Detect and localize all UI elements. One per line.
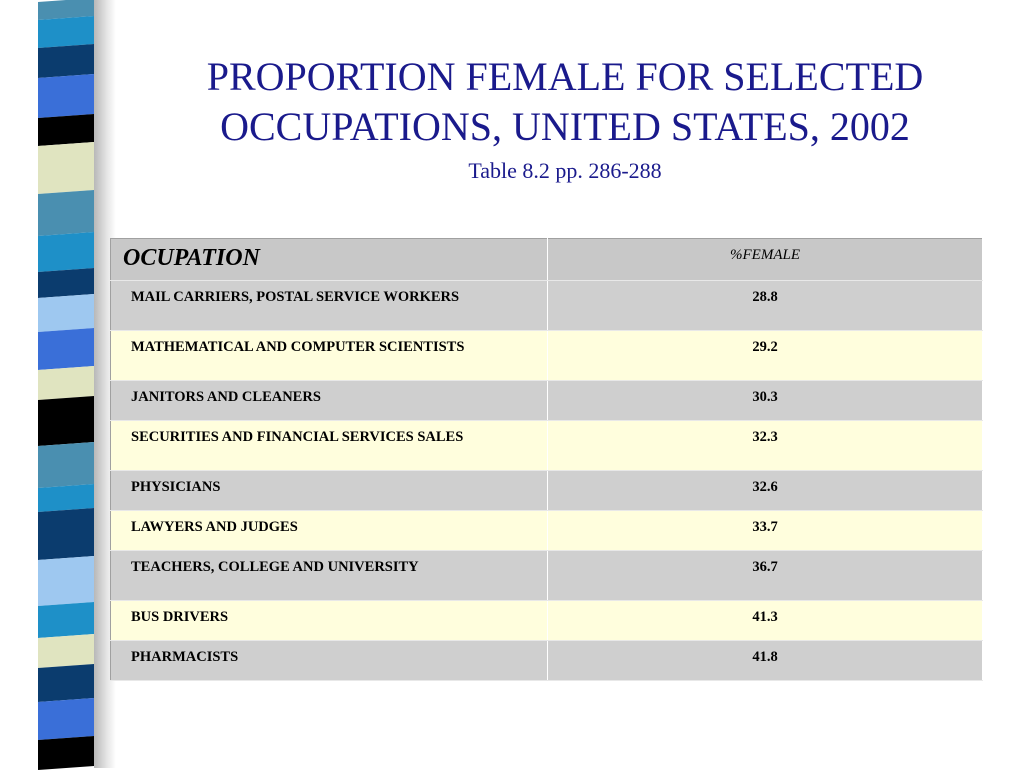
occupation-cell: SECURITIES AND FINANCIAL SERVICES SALES (111, 421, 548, 471)
header-occupation: OCUPATION (111, 239, 548, 281)
table-row (111, 641, 983, 681)
stripe-segment (38, 232, 94, 272)
stripe-segment (38, 508, 94, 560)
table-row (111, 421, 983, 471)
stripe-segment (38, 328, 94, 370)
percent-cell: 29.2 (548, 331, 983, 381)
occupation-table (110, 238, 983, 681)
occupation-cell: JANITORS AND CLEANERS (111, 381, 548, 421)
stripe-segment (38, 16, 94, 48)
occupation-cell: PHARMACISTS (111, 641, 548, 681)
occupation-cell: PHYSICIANS (111, 471, 548, 511)
occupation-cell: MAIL CARRIERS, POSTAL SERVICE WORKERS (111, 281, 548, 331)
percent-cell: 32.3 (548, 421, 983, 471)
table-row (111, 471, 983, 511)
slide-title (120, 52, 1010, 152)
stripe-segment (38, 664, 94, 702)
stripe-segment (38, 44, 94, 78)
table-row (111, 601, 983, 641)
table-row (111, 511, 983, 551)
occupation-cell: MATHEMATICAL AND COMPUTER SCIENTISTS (111, 331, 548, 381)
percent-cell: 33.7 (548, 511, 983, 551)
stripe-segment (38, 698, 94, 740)
stripe-segment (38, 268, 94, 298)
occupation-cell: BUS DRIVERS (111, 601, 548, 641)
percent-cell: 41.3 (548, 601, 983, 641)
stripe-segment (38, 602, 94, 638)
header-percent-female: %FEMALE (548, 239, 983, 281)
stripe-segment (38, 74, 94, 118)
occupation-cell: TEACHERS, COLLEGE AND UNIVERSITY (111, 551, 548, 601)
slide-subtitle: Table 8.2 pp. 286-288 (468, 158, 662, 183)
table-row (111, 381, 983, 421)
table-row (111, 331, 983, 381)
stripe-segment (38, 634, 94, 668)
stripe-segment (38, 142, 94, 194)
title-line-2: OCCUPATIONS, UNITED STATES, 2002 (220, 104, 910, 149)
stripe-segment (38, 736, 94, 770)
percent-cell: 30.3 (548, 381, 983, 421)
occupation-cell: LAWYERS AND JUDGES (111, 511, 548, 551)
stripe-segment (38, 190, 94, 236)
table-row (111, 281, 983, 331)
percent-cell: 32.6 (548, 471, 983, 511)
percent-cell: 41.8 (548, 641, 983, 681)
percent-cell: 28.8 (548, 281, 983, 331)
stripe-segment (38, 556, 94, 606)
table-row (111, 551, 983, 601)
decorative-stripe-bar (38, 0, 94, 768)
stripe-segment (38, 114, 94, 146)
stripe-segment (38, 366, 94, 400)
stripe-segment (38, 294, 94, 332)
stripe-segment (38, 396, 94, 446)
percent-cell: 36.7 (548, 551, 983, 601)
stripe-segment (38, 442, 94, 488)
table-header-row (111, 239, 983, 281)
title-line-1: PROPORTION FEMALE FOR SELECTED (206, 54, 924, 99)
